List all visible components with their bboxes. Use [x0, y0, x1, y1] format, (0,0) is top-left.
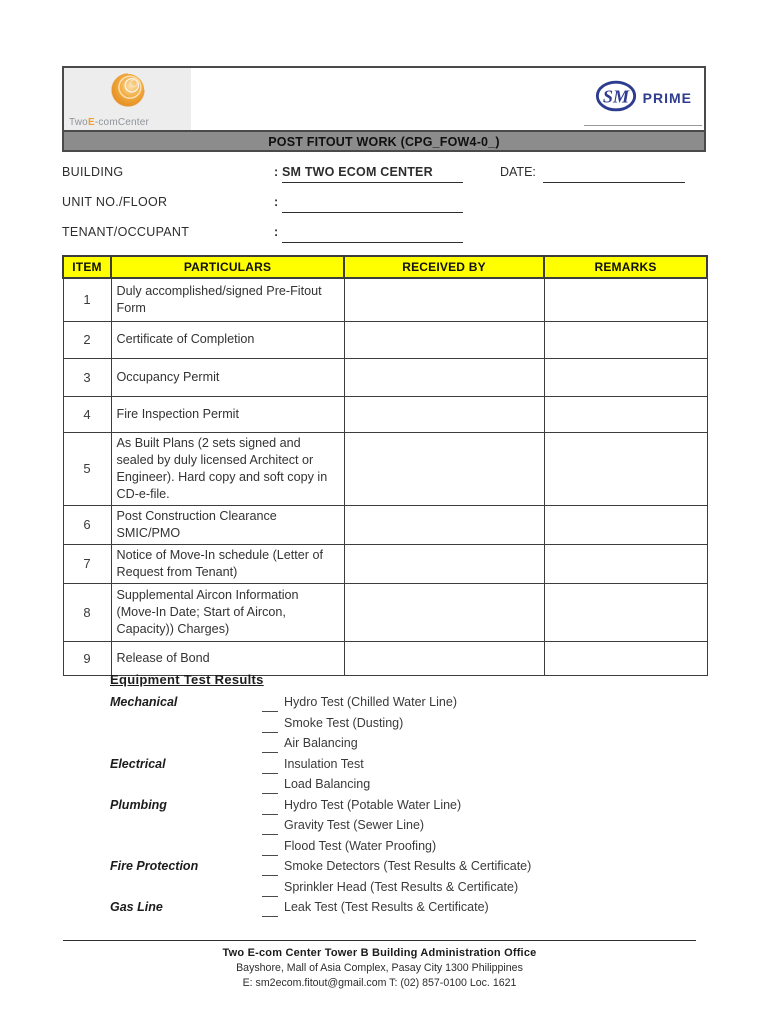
equipment-row: [110, 899, 650, 920]
footer-contact-line: E: sm2ecom.fitout@gmail.com T: (02) 857-0100 Loc. 1621: [242, 977, 517, 989]
test-label: Sprinkler Head (Test Results & Certificate): [284, 879, 519, 894]
form-info-section: [62, 160, 706, 250]
item-number: 5: [63, 432, 111, 505]
tenant-label: TENANT/OCCUPANT: [62, 225, 190, 239]
test-label: Hydro Test (Chilled Water Line): [284, 695, 457, 709]
unit-label: UNIT NO./FLOOR: [62, 195, 168, 209]
test-label: Gravity Test (Sewer Line): [284, 818, 425, 832]
remarks-cell: [544, 358, 707, 396]
fill-in-blank: [262, 821, 278, 835]
particulars-cell: Fire Inspection Permit: [111, 396, 344, 432]
remarks-cell: [544, 321, 707, 358]
particulars-cell: As Built Plans (2 sets signed and sealed by duly licensed Architect or Engineer). Hard copy and soft copy in CD-e-file.: [111, 432, 344, 505]
equipment-test-results-section: [110, 672, 650, 920]
fill-in-blank: [262, 739, 278, 753]
item-number: 3: [63, 358, 111, 396]
test-label: Flood Test (Water Proofing): [284, 838, 437, 853]
fill-in-blank: [262, 698, 278, 712]
equipment-row: [110, 838, 650, 859]
table-row: [63, 321, 707, 358]
test-label: Smoke Test (Dusting): [284, 715, 404, 730]
tenant-row: [62, 220, 706, 250]
item-number: 9: [63, 641, 111, 675]
particulars-cell: Occupancy Permit: [111, 358, 344, 396]
received-by-cell: [344, 321, 544, 358]
test-label: Leak Test (Test Results & Certificate): [284, 900, 489, 914]
equipment-row: [110, 879, 650, 900]
received-by-cell: [344, 583, 544, 641]
unit-row: [62, 190, 706, 220]
logo-band: [64, 68, 704, 130]
ecom-logo-wordmark: [69, 117, 187, 128]
category-label: [110, 735, 262, 736]
equipment-row: [110, 735, 650, 756]
item-number: 6: [63, 505, 111, 544]
form-title-bar: [64, 130, 704, 150]
test-label: Hydro Test (Potable Water Line): [284, 797, 462, 812]
equipment-row: [110, 858, 650, 879]
item-number: 1: [63, 278, 111, 321]
item-number: 8: [63, 583, 111, 641]
test-label: Air Balancing: [284, 736, 358, 750]
item-number: 4: [63, 396, 111, 432]
ecom-swirl-icon: [69, 71, 187, 111]
sm-monogram-text: SM: [602, 86, 629, 107]
sm-prime-logo: [584, 74, 702, 126]
received-by-cell: [344, 396, 544, 432]
item-number: 2: [63, 321, 111, 358]
category-label: [110, 879, 262, 880]
test-label: Smoke Detectors (Test Results & Certificate): [284, 859, 532, 873]
particulars-cell: Certificate of Completion: [111, 321, 344, 358]
footer-address-line: Bayshore, Mall of Asia Complex, Pasay City 1300 Philippines: [236, 962, 523, 974]
particulars-cell: Duly accomplished/signed Pre-Fitout Form: [111, 278, 344, 321]
ecom-word-two: Two: [69, 117, 88, 128]
sm-prime-label: PRIME: [642, 90, 692, 106]
test-label: Load Balancing: [284, 777, 371, 791]
table-row: [63, 278, 707, 321]
tenant-blank-field: [282, 220, 463, 243]
received-by-cell: [344, 505, 544, 544]
form-title: POST FITOUT WORK (CPG_FOW4-0_): [268, 135, 500, 149]
fill-in-blank: [262, 719, 278, 733]
particulars-cell: Release of Bond: [111, 641, 344, 675]
header-received-by: RECEIVED BY: [344, 256, 544, 278]
equipment-row: [110, 715, 650, 736]
remarks-cell: [544, 583, 707, 641]
date-blank-field: [543, 160, 685, 183]
remarks-cell: [544, 432, 707, 505]
unit-blank-field: [282, 190, 463, 213]
received-by-cell: [344, 641, 544, 675]
equipment-row: [110, 756, 650, 777]
fill-in-blank: [262, 883, 278, 897]
building-row: [62, 160, 706, 190]
category-label: Plumbing: [110, 797, 167, 812]
header-item: ITEM: [63, 256, 111, 278]
received-by-cell: [344, 358, 544, 396]
fill-in-blank: [262, 780, 278, 794]
checklist-table: [62, 255, 708, 676]
remarks-cell: [544, 278, 707, 321]
equipment-row: [110, 797, 650, 818]
category-label: [110, 838, 262, 839]
ecom-word-comcenter: -comCenter: [94, 117, 150, 128]
form-header-box: [62, 66, 706, 152]
header-particulars: PARTICULARS: [111, 256, 344, 278]
ecom-word-e: E: [87, 117, 95, 128]
fill-in-blank: [262, 801, 278, 815]
remarks-cell: [544, 505, 707, 544]
table-header-row: [63, 256, 707, 278]
particulars-cell: Notice of Move-In schedule (Letter of Request from Tenant): [111, 544, 344, 583]
particulars-cell: Supplemental Aircon Information (Move-In Date; Start of Aircon, Capacity)) Charges): [111, 583, 344, 641]
test-label: Insulation Test: [284, 756, 364, 771]
sm-monogram-icon: [594, 79, 638, 118]
building-value: SM TWO ECOM CENTER: [282, 165, 433, 179]
category-label: [110, 817, 262, 818]
table-row: [63, 358, 707, 396]
table-row: [63, 583, 707, 641]
two-ecom-center-logo: [64, 68, 191, 130]
received-by-cell: [344, 432, 544, 505]
remarks-cell: [544, 641, 707, 675]
equipment-heading: Equipment Test Results: [110, 672, 264, 687]
remarks-cell: [544, 396, 707, 432]
received-by-cell: [344, 278, 544, 321]
equipment-row: [110, 817, 650, 838]
table-row: [63, 544, 707, 583]
fill-in-blank: [262, 760, 278, 774]
received-by-cell: [344, 544, 544, 583]
fill-in-blank: [262, 903, 278, 917]
remarks-cell: [544, 544, 707, 583]
table-row: [63, 641, 707, 675]
fill-in-blank: [262, 862, 278, 876]
building-field: [282, 160, 463, 183]
tenant-colon: :: [274, 225, 279, 239]
unit-colon: :: [274, 195, 279, 209]
category-label: [110, 715, 262, 716]
table-row: [63, 432, 707, 505]
equipment-row: [110, 776, 650, 797]
particulars-cell: Post Construction Clearance SMIC/PMO: [111, 505, 344, 544]
header-remarks: REMARKS: [544, 256, 707, 278]
category-label: Mechanical: [110, 695, 178, 709]
building-colon: :: [274, 165, 279, 179]
equipment-row: [110, 694, 650, 715]
building-label: BUILDING: [62, 165, 124, 179]
table-row: [63, 505, 707, 544]
footer: [63, 940, 696, 991]
category-label: Gas Line: [110, 900, 163, 914]
item-number: 7: [63, 544, 111, 583]
date-label: DATE:: [500, 165, 536, 179]
category-label: Fire Protection: [110, 859, 199, 873]
category-label: [110, 776, 262, 777]
table-row: [63, 396, 707, 432]
category-label: Electrical: [110, 756, 166, 771]
footer-office-line: Two E-com Center Tower B Building Administration Office: [222, 947, 537, 959]
fill-in-blank: [262, 842, 278, 856]
